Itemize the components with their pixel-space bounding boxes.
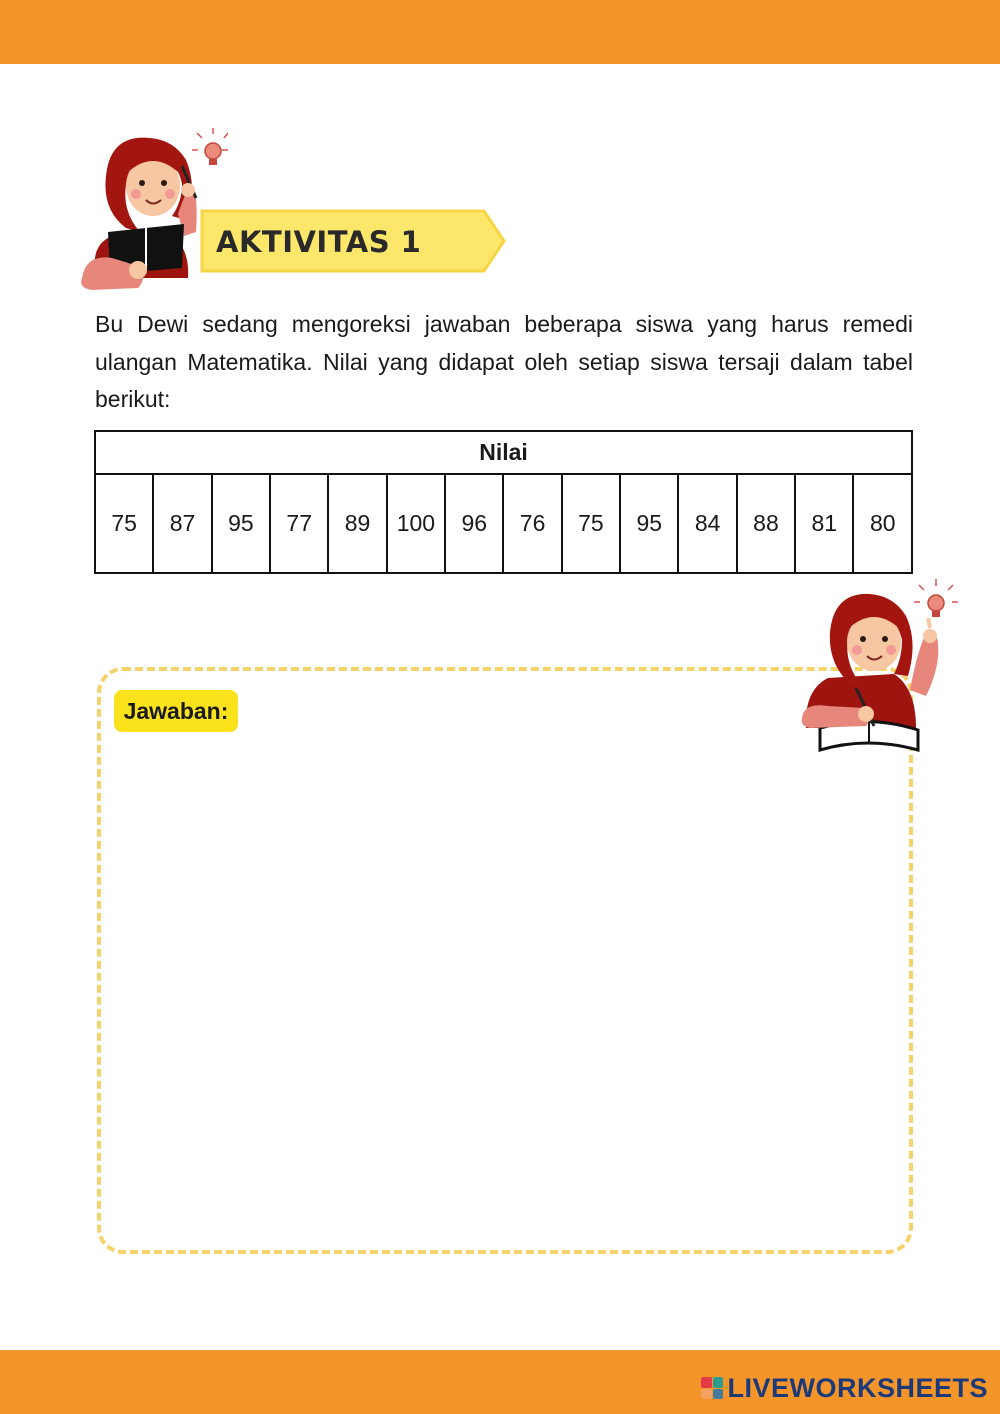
table-header-nilai: Nilai bbox=[95, 431, 912, 474]
score-cell: 75 bbox=[562, 474, 620, 573]
score-cell: 77 bbox=[270, 474, 328, 573]
brand-name: LIVEWORKSHEETS bbox=[727, 1372, 988, 1403]
lightbulb-icon bbox=[192, 128, 228, 165]
score-cell: 96 bbox=[445, 474, 503, 573]
activity-title: AKTIVITAS 1 bbox=[216, 225, 422, 259]
answer-area[interactable] bbox=[97, 667, 913, 1254]
lightbulb-icon bbox=[914, 579, 958, 617]
top-orange-band bbox=[0, 0, 1000, 64]
answer-label: Jawaban: bbox=[114, 690, 238, 732]
logo-cubes-icon bbox=[701, 1377, 723, 1399]
table-row bbox=[95, 474, 912, 573]
score-table bbox=[94, 430, 913, 574]
score-cell: 89 bbox=[328, 474, 386, 573]
score-cell: 95 bbox=[212, 474, 270, 573]
girl-writing-illustration bbox=[798, 578, 964, 756]
score-cell: 100 bbox=[387, 474, 445, 573]
score-cell: 87 bbox=[153, 474, 211, 573]
score-cell: 95 bbox=[620, 474, 678, 573]
score-cell: 75 bbox=[95, 474, 153, 573]
score-cell: 81 bbox=[795, 474, 853, 573]
liveworksheets-logo[interactable] bbox=[701, 1372, 988, 1404]
score-cell: 80 bbox=[853, 474, 912, 573]
score-cell: 76 bbox=[503, 474, 561, 573]
intro-paragraph: Bu Dewi sedang mengoreksi jawaban beberapa siswa yang harus remedi ulangan Matematika. Nilai yang didapat oleh setiap siswa tersaji dalam tabel berikut: bbox=[95, 311, 913, 412]
score-cell: 88 bbox=[737, 474, 795, 573]
score-cell: 84 bbox=[678, 474, 736, 573]
